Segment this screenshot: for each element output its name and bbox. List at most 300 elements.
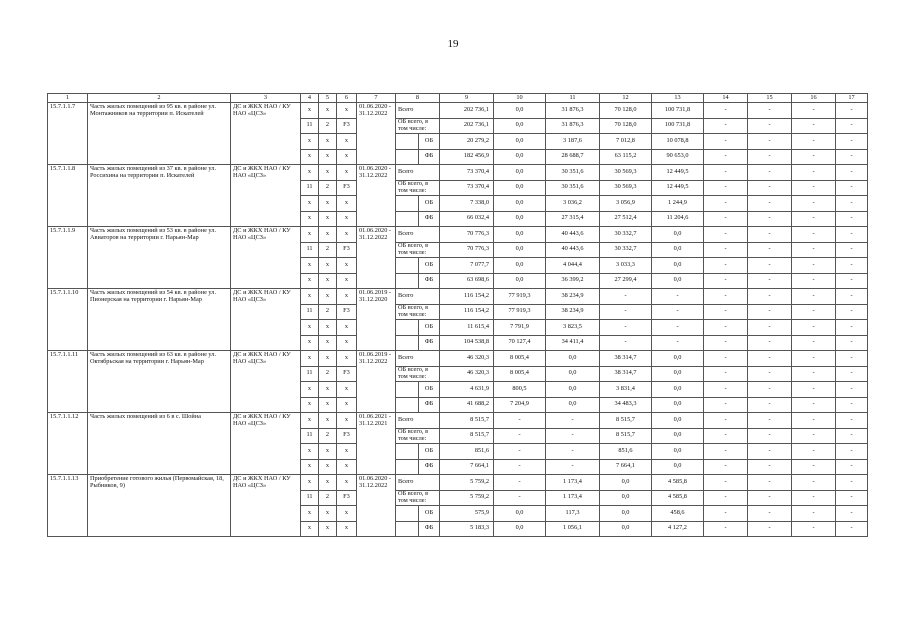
item-name: Часть жилых помещений из 63 кв. в районе ул. Октябрьская на территории г. Нарьян-Мар	[88, 351, 231, 413]
value-col10: 800,5	[494, 382, 546, 398]
value-col14: -	[704, 382, 748, 398]
source-label: ОБ всего, в том числе:	[396, 180, 440, 196]
value-col11: -	[546, 444, 600, 460]
value-col11: 0,0	[546, 397, 600, 413]
value-col9: 73 370,4	[440, 165, 494, 181]
value-col16: -	[792, 335, 836, 351]
source-indent	[396, 459, 419, 475]
value-col9: 66 032,4	[440, 211, 494, 227]
source-indent	[396, 397, 419, 413]
item-name: Часть жилых помещений из 54 кв. в районе ул. Пионерская на территории г. Нарьян-Мар	[88, 289, 231, 351]
value-col16: -	[792, 366, 836, 382]
value-col16: -	[792, 258, 836, 274]
value-col16: -	[792, 103, 836, 119]
cell-col5: x	[319, 444, 337, 460]
value-col17: -	[836, 351, 868, 367]
cell-col4: x	[301, 289, 319, 305]
value-col10: 70 127,4	[494, 335, 546, 351]
value-col15: -	[748, 273, 792, 289]
cell-col4: 11	[301, 366, 319, 382]
budget-table	[47, 93, 868, 537]
value-col11: 40 443,6	[546, 227, 600, 243]
value-col16: -	[792, 459, 836, 475]
value-col16: -	[792, 351, 836, 367]
cell-col6: x	[337, 103, 357, 119]
cell-col6: F3	[337, 428, 357, 444]
value-col13: 4 585,8	[652, 475, 704, 491]
value-col17: -	[836, 490, 868, 506]
value-col11: 27 315,4	[546, 211, 600, 227]
value-col10: 7 204,9	[494, 397, 546, 413]
table-row	[48, 351, 868, 367]
source-label: Всего	[396, 289, 440, 305]
value-col9: 8 515,7	[440, 428, 494, 444]
value-col15: -	[748, 490, 792, 506]
value-col10: 0,0	[494, 149, 546, 165]
value-col13: 1 244,9	[652, 196, 704, 212]
value-col9: 11 615,4	[440, 320, 494, 336]
cell-col6: x	[337, 413, 357, 429]
cell-col5: 2	[319, 180, 337, 196]
value-col11: 34 411,4	[546, 335, 600, 351]
value-col9: 851,6	[440, 444, 494, 460]
source-label: ОБ всего, в том числе:	[396, 428, 440, 444]
value-col14: -	[704, 242, 748, 258]
value-col9: 202 736,1	[440, 118, 494, 134]
value-col15: -	[748, 506, 792, 522]
value-col11: 1 173,4	[546, 475, 600, 491]
source-sub-label: ФБ	[419, 149, 440, 165]
value-col15: -	[748, 289, 792, 305]
cell-col5: x	[319, 459, 337, 475]
value-col16: -	[792, 413, 836, 429]
value-col15: -	[748, 320, 792, 336]
column-header: 12	[600, 94, 652, 103]
value-col16: -	[792, 444, 836, 460]
responsible-org: ДС и ЖКХ НАО / КУ НАО «ЦСЗ»	[231, 475, 301, 537]
value-col10: -	[494, 490, 546, 506]
cell-col4: x	[301, 459, 319, 475]
value-col17: -	[836, 242, 868, 258]
value-col13: 12 449,5	[652, 165, 704, 181]
column-header: 3	[231, 94, 301, 103]
value-col11: -	[546, 459, 600, 475]
value-col17: -	[836, 211, 868, 227]
source-label: ОБ всего, в том числе:	[396, 490, 440, 506]
cell-col5: 2	[319, 490, 337, 506]
value-col10: -	[494, 475, 546, 491]
item-name: Часть жилых помещений из 53 кв. в районе ул. Авиаторов на территории г. Нарьян-Мар	[88, 227, 231, 289]
source-indent	[396, 149, 419, 165]
column-header: 10	[494, 94, 546, 103]
value-col17: -	[836, 413, 868, 429]
cell-col4: x	[301, 320, 319, 336]
value-col10: -	[494, 459, 546, 475]
value-col12: 3 056,9	[600, 196, 652, 212]
value-col14: -	[704, 459, 748, 475]
value-col15: -	[748, 180, 792, 196]
value-col13: 100 731,8	[652, 103, 704, 119]
value-col9: 116 154,2	[440, 289, 494, 305]
source-sub-label: ОБ	[419, 134, 440, 150]
value-col12: 30 569,3	[600, 165, 652, 181]
value-col9: 7 338,0	[440, 196, 494, 212]
cell-col6: x	[337, 258, 357, 274]
source-indent	[396, 506, 419, 522]
cell-col5: x	[319, 397, 337, 413]
value-col9: 5 759,2	[440, 490, 494, 506]
value-col15: -	[748, 304, 792, 320]
value-col14: -	[704, 490, 748, 506]
value-col14: -	[704, 118, 748, 134]
cell-col6: x	[337, 273, 357, 289]
value-col16: -	[792, 320, 836, 336]
cell-col5: x	[319, 227, 337, 243]
source-sub-label: ОБ	[419, 196, 440, 212]
value-col9: 575,9	[440, 506, 494, 522]
value-col10: 0,0	[494, 180, 546, 196]
value-col14: -	[704, 149, 748, 165]
cell-col4: x	[301, 134, 319, 150]
value-col14: -	[704, 258, 748, 274]
value-col10: 0,0	[494, 506, 546, 522]
value-col13: 0,0	[652, 428, 704, 444]
value-col10: 8 005,4	[494, 366, 546, 382]
value-col10: -	[494, 413, 546, 429]
value-col16: -	[792, 227, 836, 243]
source-label: Всего	[396, 227, 440, 243]
source-indent	[396, 521, 419, 537]
cell-col5: 2	[319, 366, 337, 382]
source-label: ОБ всего, в том числе:	[396, 242, 440, 258]
column-header: 9	[440, 94, 494, 103]
value-col15: -	[748, 351, 792, 367]
value-col16: -	[792, 273, 836, 289]
cell-col5: x	[319, 506, 337, 522]
source-sub-label: ФБ	[419, 397, 440, 413]
value-col17: -	[836, 382, 868, 398]
value-col12: 70 128,0	[600, 103, 652, 119]
value-col9: 63 698,6	[440, 273, 494, 289]
cell-col4: x	[301, 444, 319, 460]
value-col14: -	[704, 165, 748, 181]
value-col12: 38 314,7	[600, 366, 652, 382]
value-col17: -	[836, 258, 868, 274]
period-cell: 01.06.2020 - 31.12.2022	[357, 165, 396, 227]
value-col17: -	[836, 149, 868, 165]
value-col9: 20 279,2	[440, 134, 494, 150]
value-col13: 0,0	[652, 413, 704, 429]
cell-col5: x	[319, 382, 337, 398]
value-col16: -	[792, 490, 836, 506]
cell-col6: F3	[337, 118, 357, 134]
value-col11: 0,0	[546, 366, 600, 382]
value-col13: 0,0	[652, 459, 704, 475]
value-col15: -	[748, 227, 792, 243]
value-col12: 0,0	[600, 475, 652, 491]
value-col15: -	[748, 196, 792, 212]
cell-col5: x	[319, 103, 337, 119]
value-col11: 117,3	[546, 506, 600, 522]
value-col16: -	[792, 134, 836, 150]
item-name: Часть жилых помещений из 37 кв. в районе ул. Россихина на территории п. Искателей	[88, 165, 231, 227]
cell-col5: x	[319, 351, 337, 367]
value-col13: 0,0	[652, 366, 704, 382]
value-col15: -	[748, 134, 792, 150]
cell-col6: x	[337, 320, 357, 336]
source-sub-label: ОБ	[419, 258, 440, 274]
value-col10: 0,0	[494, 211, 546, 227]
value-col12: 7 012,8	[600, 134, 652, 150]
cell-col5: x	[319, 320, 337, 336]
value-col10: 8 005,4	[494, 351, 546, 367]
item-code: 15.7.1.1.10	[48, 289, 88, 351]
value-col15: -	[748, 103, 792, 119]
value-col10: 0,0	[494, 258, 546, 274]
column-header: 16	[792, 94, 836, 103]
value-col13: 100 731,8	[652, 118, 704, 134]
value-col16: -	[792, 475, 836, 491]
value-col12: -	[600, 320, 652, 336]
value-col9: 5 183,3	[440, 521, 494, 537]
responsible-org: ДС и ЖКХ НАО / КУ НАО «ЦСЗ»	[231, 103, 301, 165]
value-col12: 70 128,0	[600, 118, 652, 134]
value-col15: -	[748, 211, 792, 227]
value-col13: 0,0	[652, 227, 704, 243]
value-col9: 4 631,9	[440, 382, 494, 398]
cell-col5: 2	[319, 118, 337, 134]
cell-col4: x	[301, 397, 319, 413]
value-col17: -	[836, 196, 868, 212]
cell-col6: x	[337, 444, 357, 460]
value-col14: -	[704, 196, 748, 212]
column-header: 7	[357, 94, 396, 103]
value-col11: 31 876,3	[546, 103, 600, 119]
value-col17: -	[836, 428, 868, 444]
value-col17: -	[836, 118, 868, 134]
cell-col6: x	[337, 351, 357, 367]
cell-col4: x	[301, 335, 319, 351]
source-label: Всего	[396, 475, 440, 491]
cell-col4: x	[301, 382, 319, 398]
period-cell: 01.06.2020 - 31.12.2022	[357, 227, 396, 289]
cell-col6: x	[337, 165, 357, 181]
cell-col4: x	[301, 227, 319, 243]
value-col16: -	[792, 289, 836, 305]
cell-col6: x	[337, 521, 357, 537]
cell-col4: x	[301, 211, 319, 227]
source-indent	[396, 444, 419, 460]
value-col13: 0,0	[652, 382, 704, 398]
source-indent	[396, 320, 419, 336]
value-col11: 38 234,9	[546, 289, 600, 305]
source-sub-label: ОБ	[419, 506, 440, 522]
cell-col6: x	[337, 211, 357, 227]
cell-col4: 11	[301, 490, 319, 506]
cell-col5: x	[319, 196, 337, 212]
value-col10: 7 791,9	[494, 320, 546, 336]
value-col17: -	[836, 521, 868, 537]
cell-col6: x	[337, 397, 357, 413]
value-col12: 8 515,7	[600, 413, 652, 429]
value-col10: 0,0	[494, 134, 546, 150]
source-indent	[396, 335, 419, 351]
period-cell: 01.06.2019 - 31.12.2022	[357, 351, 396, 413]
value-col16: -	[792, 180, 836, 196]
cell-col4: x	[301, 506, 319, 522]
value-col12: 0,0	[600, 521, 652, 537]
item-code: 15.7.1.1.11	[48, 351, 88, 413]
value-col10: 0,0	[494, 242, 546, 258]
value-col14: -	[704, 180, 748, 196]
value-col15: -	[748, 428, 792, 444]
value-col9: 8 515,7	[440, 413, 494, 429]
value-col12: 30 332,7	[600, 242, 652, 258]
source-label: Всего	[396, 351, 440, 367]
value-col17: -	[836, 320, 868, 336]
value-col16: -	[792, 304, 836, 320]
value-col16: -	[792, 196, 836, 212]
value-col9: 46 320,3	[440, 351, 494, 367]
value-col14: -	[704, 304, 748, 320]
cell-col6: x	[337, 227, 357, 243]
value-col12: 7 664,1	[600, 459, 652, 475]
column-header: 8	[396, 94, 440, 103]
value-col14: -	[704, 103, 748, 119]
cell-col5: 2	[319, 242, 337, 258]
source-sub-label: ФБ	[419, 335, 440, 351]
value-col14: -	[704, 335, 748, 351]
value-col13: -	[652, 289, 704, 305]
value-col15: -	[748, 382, 792, 398]
source-sub-label: ОБ	[419, 382, 440, 398]
value-col9: 116 154,2	[440, 304, 494, 320]
value-col11: 31 876,3	[546, 118, 600, 134]
value-col17: -	[836, 289, 868, 305]
value-col13: 0,0	[652, 444, 704, 460]
value-col11: 40 443,6	[546, 242, 600, 258]
value-col12: -	[600, 304, 652, 320]
column-header: 4	[301, 94, 319, 103]
cell-col5: x	[319, 335, 337, 351]
cell-col6: x	[337, 196, 357, 212]
value-col9: 70 776,3	[440, 242, 494, 258]
value-col14: -	[704, 444, 748, 460]
value-col14: -	[704, 351, 748, 367]
value-col14: -	[704, 521, 748, 537]
value-col14: -	[704, 397, 748, 413]
source-label: Всего	[396, 413, 440, 429]
value-col12: 38 314,7	[600, 351, 652, 367]
item-name: Часть жилых помещений из 6 в с. Шойна	[88, 413, 231, 475]
value-col12: 27 299,4	[600, 273, 652, 289]
column-header: 2	[88, 94, 231, 103]
value-col10: -	[494, 428, 546, 444]
value-col10: 0,0	[494, 196, 546, 212]
value-col9: 202 736,1	[440, 103, 494, 119]
value-col17: -	[836, 475, 868, 491]
value-col11: 0,0	[546, 351, 600, 367]
source-sub-label: ФБ	[419, 211, 440, 227]
value-col14: -	[704, 289, 748, 305]
cell-col4: 11	[301, 118, 319, 134]
value-col17: -	[836, 304, 868, 320]
value-col16: -	[792, 521, 836, 537]
value-col13: 0,0	[652, 258, 704, 274]
value-col9: 5 759,2	[440, 475, 494, 491]
value-col15: -	[748, 397, 792, 413]
source-label: Всего	[396, 103, 440, 119]
cell-col4: 11	[301, 428, 319, 444]
item-name: Приобретение готового жилья (Первомайская, 18, Рыбников, 9)	[88, 475, 231, 537]
value-col11: 3 823,5	[546, 320, 600, 336]
value-col16: -	[792, 506, 836, 522]
cell-col5: x	[319, 165, 337, 181]
value-col14: -	[704, 134, 748, 150]
value-col11: 0,0	[546, 382, 600, 398]
value-col12: -	[600, 335, 652, 351]
value-col11: 38 234,9	[546, 304, 600, 320]
value-col13: 0,0	[652, 351, 704, 367]
cell-col4: x	[301, 258, 319, 274]
page-number: 19	[447, 38, 459, 50]
value-col12: 0,0	[600, 506, 652, 522]
item-code: 15.7.1.1.13	[48, 475, 88, 537]
item-code: 15.7.1.1.9	[48, 227, 88, 289]
source-indent	[396, 382, 419, 398]
value-col15: -	[748, 459, 792, 475]
value-col9: 182 456,9	[440, 149, 494, 165]
source-sub-label: ОБ	[419, 444, 440, 460]
value-col15: -	[748, 366, 792, 382]
value-col17: -	[836, 273, 868, 289]
column-header: 6	[337, 94, 357, 103]
value-col10: 77 919,3	[494, 304, 546, 320]
value-col12: 3 831,4	[600, 382, 652, 398]
item-name: Часть жилых помещений из 95 кв. в районе ул. Монтажников на территории п. Искателей	[88, 103, 231, 165]
source-indent	[396, 196, 419, 212]
value-col11: 36 399,2	[546, 273, 600, 289]
value-col12: 30 569,3	[600, 180, 652, 196]
value-col16: -	[792, 149, 836, 165]
value-col15: -	[748, 165, 792, 181]
cell-col4: x	[301, 351, 319, 367]
column-header: 5	[319, 94, 337, 103]
cell-col5: 2	[319, 428, 337, 444]
header-row	[48, 94, 868, 103]
responsible-org: ДС и ЖКХ НАО / КУ НАО «ЦСЗ»	[231, 165, 301, 227]
value-col13: -	[652, 320, 704, 336]
source-sub-label: ФБ	[419, 521, 440, 537]
value-col15: -	[748, 335, 792, 351]
cell-col6: F3	[337, 304, 357, 320]
cell-col6: x	[337, 382, 357, 398]
cell-col4: x	[301, 149, 319, 165]
source-indent	[396, 211, 419, 227]
value-col17: -	[836, 506, 868, 522]
source-label: ОБ всего, в том числе:	[396, 118, 440, 134]
value-col13: 4 127,2	[652, 521, 704, 537]
value-col12: 8 515,7	[600, 428, 652, 444]
value-col10: 77 919,3	[494, 289, 546, 305]
period-cell: 01.06.2020 - 31.12.2022	[357, 103, 396, 165]
source-sub-label: ОБ	[419, 320, 440, 336]
cell-col4: 11	[301, 180, 319, 196]
value-col17: -	[836, 459, 868, 475]
value-col13: 10 078,8	[652, 134, 704, 150]
value-col11: 4 044,4	[546, 258, 600, 274]
value-col13: 12 449,5	[652, 180, 704, 196]
